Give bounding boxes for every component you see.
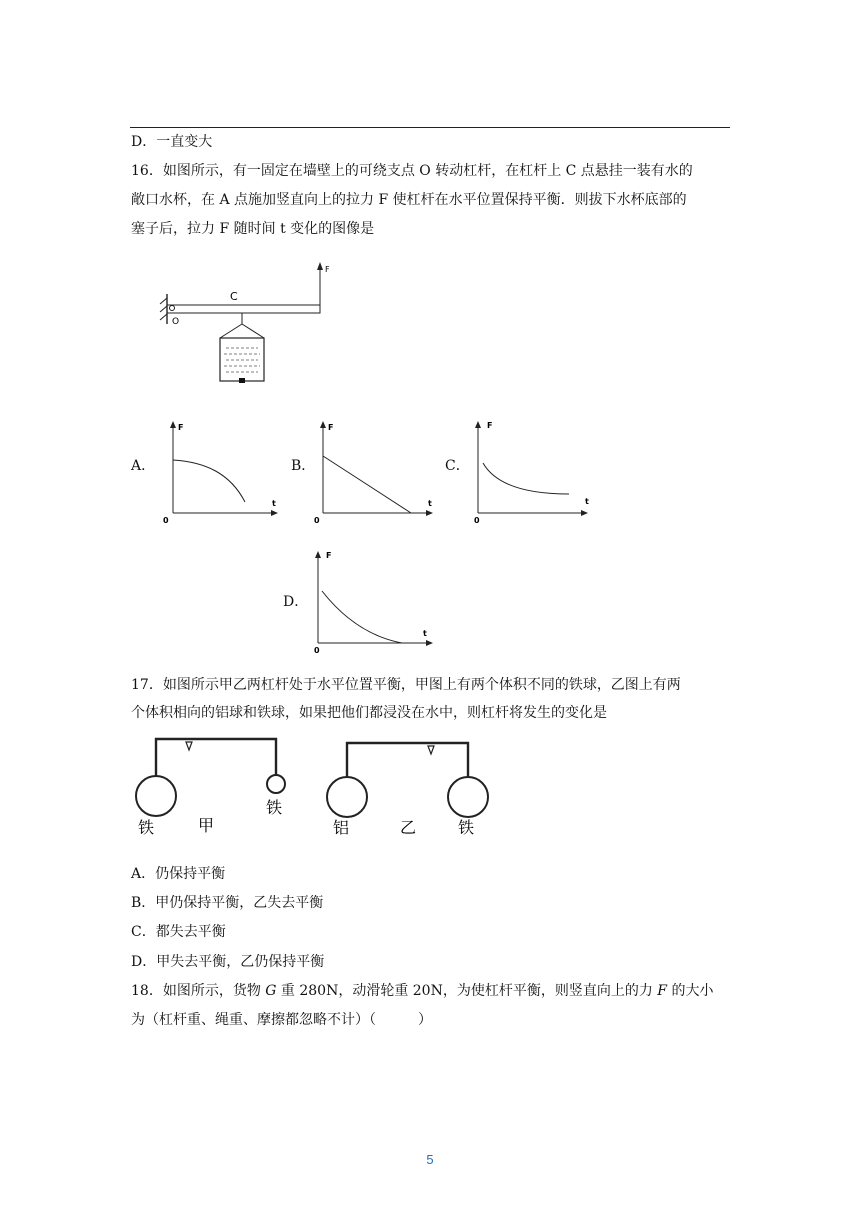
q16-option-c-label: C． bbox=[445, 458, 470, 474]
q16-a-origin: 0 bbox=[163, 516, 169, 525]
q16-option-b-label: B． bbox=[291, 458, 316, 474]
q16-b-origin: 0 bbox=[314, 516, 320, 525]
q17-yi-left-ball-label: 铝 bbox=[333, 818, 350, 837]
q16-c-axis-t: t bbox=[585, 497, 589, 506]
q16-option-d-label: D． bbox=[283, 594, 309, 610]
q16-a-axis-f: F bbox=[178, 423, 184, 432]
q17-jia-left-ball-label: 铁 bbox=[138, 818, 155, 837]
q16-a-axis-t: t bbox=[272, 499, 276, 508]
q16-fig-label-f: F bbox=[325, 265, 330, 274]
q16-c-origin: 0 bbox=[474, 516, 480, 525]
q16-d-axis-f: F bbox=[326, 551, 332, 560]
q16-text-line-1: 16．如图所示，有一固定在墙壁上的可绕支点 O 转动杠杆，在杠杆上 C 点悬挂一装有水的 bbox=[131, 163, 693, 179]
q16-option-c-graph bbox=[465, 418, 595, 528]
prev-option-d: D．一直变大 bbox=[131, 134, 213, 150]
page-number: 5 bbox=[426, 1152, 434, 1167]
q16-text-line-3: 塞子后，拉力 F 随时间 t 变化的图像是 bbox=[131, 221, 375, 237]
q16-option-d-graph bbox=[305, 548, 440, 658]
header-rule bbox=[130, 127, 730, 128]
q18-symbol-f: F bbox=[657, 983, 668, 999]
q16-b-axis-f: F bbox=[328, 423, 334, 432]
q17-jia-lever bbox=[136, 738, 285, 837]
q16-lever-figure bbox=[150, 258, 330, 388]
q18-line1-part-a: 18．如图所示，货物 bbox=[131, 983, 266, 999]
q16-d-origin: 0 bbox=[314, 646, 320, 655]
q17-option-a: A．仍保持平衡 bbox=[131, 866, 226, 882]
q16-b-axis-t: t bbox=[428, 499, 432, 508]
q16-fig-label-o: O bbox=[172, 317, 180, 327]
q17-yi-lever bbox=[327, 742, 488, 837]
q16-text-line-2: 敞口水杯，在 A 点施加竖直向上的拉力 F 使杠杆在水平位置保持平衡．则拔下水杯底部的 bbox=[131, 192, 687, 208]
q17-option-d: D．甲失去平衡，乙仍保持平衡 bbox=[131, 954, 325, 970]
q18-symbol-g: G bbox=[265, 983, 277, 999]
q16-fig-label-c: C bbox=[230, 290, 238, 303]
q16-c-axis-f: F bbox=[487, 421, 493, 430]
q16-option-b-graph bbox=[310, 418, 440, 528]
q17-yi-right-ball-label: 铁 bbox=[458, 818, 475, 837]
q16-option-a-label: A． bbox=[131, 458, 156, 474]
q17-lever-figure bbox=[128, 733, 498, 843]
q18-line1-part-c: 的大小 bbox=[667, 983, 714, 999]
q16-option-a-graph bbox=[160, 418, 285, 528]
q16-d-axis-t: t bbox=[423, 629, 427, 638]
q17-option-b: B．甲仍保持平衡，乙失去平衡 bbox=[131, 895, 324, 911]
q17-text-line-2: 个体积相向的铝球和铁球，如果把他们都浸没在水中，则杠杆将发生的变化是 bbox=[131, 705, 607, 721]
q18-text-line-2: 为（杠杆重、绳重、摩擦都忽略不计）（ ） bbox=[131, 1012, 432, 1028]
q17-jia-right-ball-label: 铁 bbox=[266, 798, 283, 817]
q18-line1-part-b: 重 280N，动滑轮重 20N，为使杠杆平衡，则竖直向上的力 bbox=[276, 983, 658, 999]
q17-jia-name: 甲 bbox=[198, 816, 215, 835]
q18-text-line-1 bbox=[131, 982, 713, 1000]
q17-text-line-1: 17．如图所示甲乙两杠杆处于水平位置平衡，甲图上有两个体积不同的铁球，乙图上有两 bbox=[131, 677, 681, 693]
q17-option-c: C．都失去平衡 bbox=[131, 924, 226, 940]
q17-yi-name: 乙 bbox=[400, 818, 417, 837]
